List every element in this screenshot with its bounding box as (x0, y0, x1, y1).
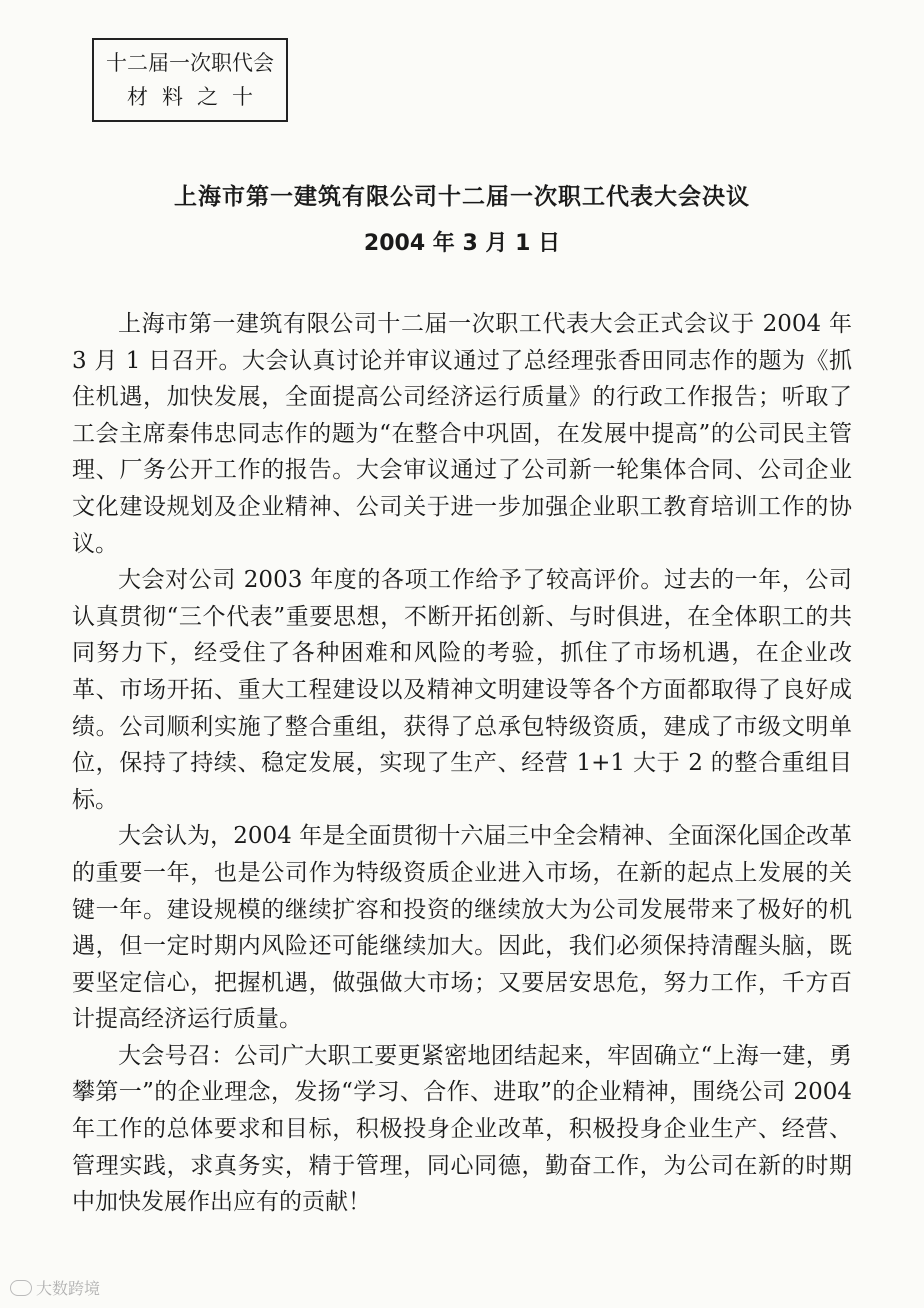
document-title: 上海市第一建筑有限公司十二届一次职工代表大会决议 (174, 184, 750, 210)
material-label-line2: 材料之十 (127, 85, 267, 109)
document-date: 2004 年 3 月 1 日 (363, 231, 561, 256)
material-label-line1: 十二届一次职代会 (106, 51, 274, 75)
paragraph-1: 上海市第一建筑有限公司十二届一次职工代表大会正式会议于 2004 年 3 月 1 日召开。大会认真讨论并审议通过了总经理张香田同志作的题为《抓住机遇，加快发展，全面提高公司经济运行质量》的行政工作报告；听取了工会主席秦伟忠同志作的题为“在整合中巩固，在发展中提高”的公司民主管理、厂务公开工作的报告。大会审议通过了公司新一轮集体合同、公司企业文化建设规划及企业精神、公司关于进一步加强企业职工教育培训工作的协议。 (72, 311, 852, 557)
watermark (10, 1276, 100, 1299)
watermark-logo-icon (10, 1280, 32, 1296)
paragraph-3: 大会认为，2004 年是全面贯彻十六届三中全会精神、全面深化国企改革的重要一年，也是公司作为特级资质企业进入市场，在新的起点上发展的关键一年。建设规模的继续扩容和投资的继续放大为公司发展带来了极好的机遇，但一定时期内风险还可能继续加大。因此，我们必须保持清醒头脑，既要坚定信心，把握机遇，做强做大市场；又要居安思危，努力工作，千方百计提高经济运行质量。 (72, 823, 852, 1033)
document-body (72, 306, 852, 1221)
paragraph-2: 大会对公司 2003 年度的各项工作给予了较高评价。过去的一年，公司认真贯彻“三个代表”重要思想，不断开拓创新、与时俱进，在全体职工的共同努力下，经受住了各种困难和风险的考验，抓住了市场机遇，在企业改革、市场开拓、重大工程建设以及精神文明建设等各个方面都取得了良好成绩。公司顺利实施了整合重组，获得了总承包特级资质，建成了市级文明单位，保持了持续、稳定发展，实现了生产、经营 1+1 大于 2 的整合重组目标。 (72, 567, 852, 813)
paragraph-4: 大会号召：公司广大职工要更紧密地团结起来，牢固确立“上海一建，勇攀第一”的企业理念，发扬“学习、合作、进取”的企业精神，围绕公司 2004 年工作的总体要求和目标，积极投身企业改革，积极投身企业生产、经营、管理实践，求真务实，精于管理，同心同德，勤奋工作，为公司在新的时期中加快发展作出应有的贡献！ (72, 1042, 852, 1216)
material-label-box (92, 38, 288, 122)
watermark-text: 大数跨境 (36, 1279, 101, 1298)
